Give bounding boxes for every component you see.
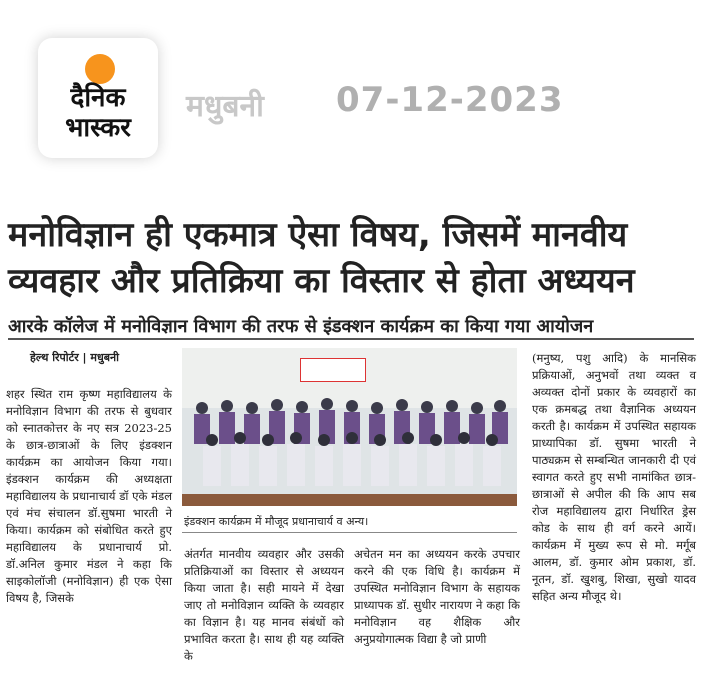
article-column-1: शहर स्थित राम कृष्ण महाविद्यालय के मनोविज्ञान विभाग की तरफ से बुधवार को स्नातकोत्तर के नए सत्र 2023-25 के छात्र-छात्राओं के लिए इंडक्शन कार्यक्रम का आयोजन किया गया। इंडक्शन कार्यक्रम की अध्यक्षता महाविद्यालय के प्रधानाचार्य डॉ एके मंडल एवं मंच संचालन डॉ.सुषमा भारती ने किया। कार्यक्रम को संबोधित करते हुए महाविद्यालय के प्रधानाचार्य प्रो. डॉ.अनिल कुमार मंडल ने कहा कि साइकोलॉजी (मनोविज्ञान) ही एक ऐसा विषय है, जिसके [6, 387, 172, 605]
group-photo [182, 348, 517, 506]
caption-divider [182, 532, 517, 533]
edition-date: 07-12-2023 [336, 80, 564, 120]
edition-city: मधुबनी [186, 89, 264, 124]
article-column-2: अंतर्गत मानवीय व्यवहार और उसकी प्रतिक्रियाओं का विस्तार से अध्ययन किया जाता है। सही मायने में देखा जाए तो मनोविज्ञान व्यक्ति के व्यवहार का विज्ञान है। यह मानव संबंधों को प्रभावित करता है। साथ ही यह व्यक्ति के [184, 547, 344, 663]
sun-icon [85, 54, 115, 84]
photo-crowd [182, 388, 517, 498]
logo-text-line1: दैनिक [70, 83, 126, 113]
article-column-4: (मनुष्य, पशु आदि) के मानसिक प्रक्रियाओं, अनुभवों तथा व्यक्त व अव्यक्त दोनों प्रकार के व्यवहारों का एक क्रमबद्ध तथा वैज्ञानिक अध्ययन करती है। कार्यक्रम में उपस्थित सहायक प्राध्यापिका डॉ. सुषमा भारती ने पाठ्यक्रम से सम्बन्धित जानकारी दी एवं स्वागत करते हुए सभी नामांकित छात्र-छात्राओं से अपील की कि आप सब रोज महाविद्यालय द्वारा निर्धारित ड्रेस कोड के साथ ही वर्ग करने आयें। कार्यक्रम में मुख्य रूप से मो. मर्गूब आलम, डॉ. कुमार ओम प्रकाश, डॉ. नूतन, डॉ. खुशबु, शिखा, सुखो यादव सहित अन्य मौजूद थे। [532, 351, 696, 603]
article-subheadline: आरके कॉलेज में मनोविज्ञान विभाग की तरफ से इंडक्शन कार्यक्रम का किया गया आयोजन [8, 316, 594, 337]
article-column-3: अचेतन मन का अध्ययन करके उपचार करने की एक विधि है। कार्यक्रम में उपस्थित मनोविज्ञान विभाग के सहायक प्राध्यापक डॉ. सुधीर नारायण ने कहा कि मनोविज्ञान वह शैक्षिक और अनुप्रयोगात्मक विद्या है जो प्राणी [354, 547, 520, 646]
newspaper-logo [38, 38, 158, 158]
article-byline: हेल्थ रिपोर्टर | मधुबनी [30, 351, 119, 364]
photo-floor [182, 494, 517, 506]
logo-text-line2: भास्कर [65, 113, 131, 143]
photo-caption: इंडक्शन कार्यक्रम में मौजूद प्रधानाचार्य व अन्य। [184, 515, 369, 528]
photo-banner [300, 358, 366, 382]
article-headline: मनोविज्ञान ही एकमात्र ऐसा विषय, जिसमें मानवीय व्यवहार और प्रतिक्रिया का विस्तार से होता अध्ययन [8, 215, 635, 301]
divider [8, 338, 694, 340]
